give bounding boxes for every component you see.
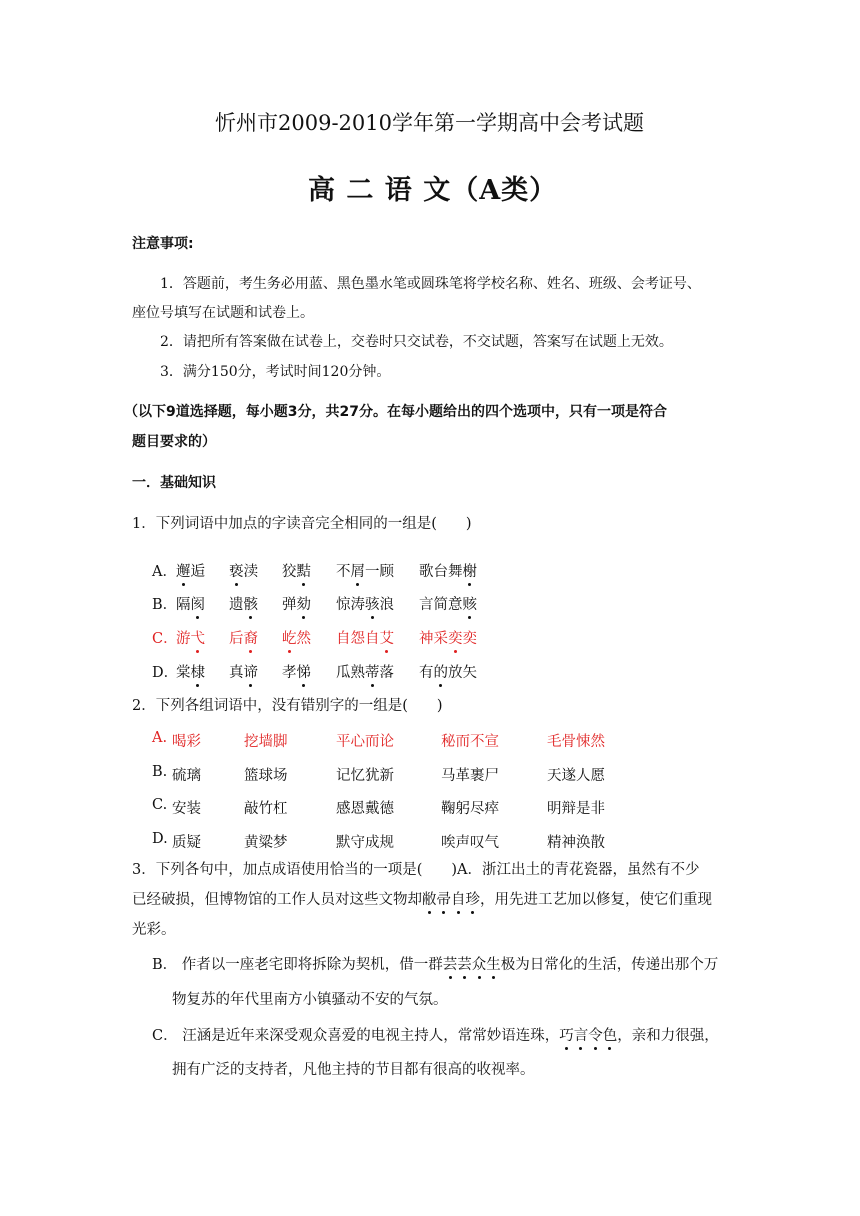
option-word: 歌台舞榭 xyxy=(419,560,477,581)
option-word: 弹劾 xyxy=(282,593,311,614)
option-word: 马革裹尸 xyxy=(441,768,499,784)
q2-stem: 2．下列各组词语中，没有错别字的一组是( ) xyxy=(132,698,443,714)
q3-option-c-cont: 拥有广泛的支持者，凡他主持的节目都有很高的收视率。 xyxy=(172,1062,535,1078)
q3-b-post: 极为日常化的生活，传递出那个万 xyxy=(500,957,719,973)
option-label: D. xyxy=(152,831,168,847)
option-word: 游弋 xyxy=(176,627,205,648)
option-word: 平心而论 xyxy=(336,734,394,750)
exam-title: 忻州市2009-2010学年第一学期高中会考试题 xyxy=(215,111,644,135)
option-word: 毛骨悚然 xyxy=(547,734,605,750)
option-label: A. xyxy=(152,730,168,746)
option-word: 不屑一顾 xyxy=(336,560,394,581)
option-word: 鞠躬尽瘁 xyxy=(441,801,499,817)
subject-title: 高 二 语 文（A类） xyxy=(308,175,558,206)
q3-c-pre: C． 汪涵是近年来深受观众喜爱的电视主持人，常常妙语连珠， xyxy=(152,1028,560,1044)
q3-c-post: ，亲和力很强， xyxy=(617,1028,719,1044)
option-word: 言简意赅 xyxy=(419,593,477,614)
option-word: 默守成规 xyxy=(336,835,394,851)
notice-heading: 注意事项: xyxy=(132,236,194,252)
option-word: 秘而不宣 xyxy=(441,734,499,750)
option-word: 后裔 xyxy=(229,627,258,648)
notice-item-2: 2．请把所有答案做在试卷上，交卷时只交试卷，不交试题，答案写在试题上无效。 xyxy=(160,334,673,350)
option-word: 狡黠 xyxy=(282,560,311,581)
option-label: C. xyxy=(152,797,168,813)
notice-item-1: 1．答题前，考生务必用蓝、黑色墨水笔或圆珠笔将学校名称、姓名、班级、会考证号、 xyxy=(160,276,701,292)
option-word: 自怨自艾 xyxy=(336,627,394,648)
option-word: 敲竹杠 xyxy=(244,801,288,817)
q3-option-b-cont: 物复苏的年代里南方小镇骚动不安的气氛。 xyxy=(172,992,448,1008)
notice-item-3: 3．满分150分，考试时间120分钟。 xyxy=(160,364,391,380)
option-label: D． xyxy=(152,665,179,681)
option-word: 真谛 xyxy=(229,661,258,682)
section-heading: 一．基础知识 xyxy=(132,475,216,491)
option-word: 黄粱梦 xyxy=(244,835,288,851)
option-label: C． xyxy=(152,631,178,647)
instructions-line-2: 题目要求的） xyxy=(132,434,216,450)
instructions-line-1: （以下9道选择题，每小题3分，共27分。在每小题给出的四个选项中，只有一项是符合 xyxy=(124,404,667,420)
option-word: 挖墙脚 xyxy=(244,734,288,750)
q3-a-idiom: 敝帚自珍 xyxy=(422,892,480,908)
q3-stem: 3．下列各句中，加点成语使用恰当的一项是( )A．浙江出土的青花瓷器，虽然有不少 xyxy=(132,862,700,878)
option-word: 精神涣散 xyxy=(547,835,605,851)
option-word: 遗骸 xyxy=(229,593,258,614)
option-word: 硫璃 xyxy=(172,768,201,784)
q3-a-post: ，用先进工艺加以修复，使它们重现 xyxy=(480,892,712,908)
option-label: A． xyxy=(152,564,177,580)
q3-b-pre: B． 作者以一座老宅即将拆除为契机，借一群 xyxy=(152,957,443,973)
option-word: 瓜熟蒂落 xyxy=(336,661,394,682)
option-label: B． xyxy=(152,597,178,613)
option-word: 有的放矢 xyxy=(419,661,477,682)
option-word: 篮球场 xyxy=(244,768,288,784)
option-word: 明辩是非 xyxy=(547,801,605,817)
q3-option-a-cont xyxy=(132,888,712,909)
q3-option-c xyxy=(152,1024,719,1045)
option-word: 隔阂 xyxy=(176,593,205,614)
option-word: 惊涛骇浪 xyxy=(336,593,394,614)
option-word: 天遂人愿 xyxy=(547,768,605,784)
option-word: 感恩戴德 xyxy=(336,801,394,817)
option-word: 亵渎 xyxy=(229,560,258,581)
option-word: 邂逅 xyxy=(176,560,205,581)
q1-stem: 1．下列词语中加点的字读音完全相同的一组是( ) xyxy=(132,516,472,532)
option-word: 安装 xyxy=(172,801,201,817)
q3-a-pre: 已经破损，但博物馆的工作人员对这些文物却 xyxy=(132,892,422,908)
option-word: 喝彩 xyxy=(172,734,201,750)
option-word: 记忆犹新 xyxy=(336,768,394,784)
q3-option-b xyxy=(152,953,718,974)
option-label: B. xyxy=(152,764,168,780)
q3-b-idiom: 芸芸众生 xyxy=(443,957,501,973)
q3-option-a-end: 光彩。 xyxy=(132,922,176,938)
option-word: 唉声叹气 xyxy=(441,835,499,851)
option-word: 棠棣 xyxy=(176,661,205,682)
q3-c-idiom: 巧言令色 xyxy=(559,1028,617,1044)
option-word: 屹然 xyxy=(282,627,311,648)
option-word: 神采奕奕 xyxy=(419,627,477,648)
option-word: 孝悌 xyxy=(282,661,311,682)
option-word: 质疑 xyxy=(172,835,201,851)
notice-item-1-cont: 座位号填写在试题和试卷上。 xyxy=(132,305,314,321)
